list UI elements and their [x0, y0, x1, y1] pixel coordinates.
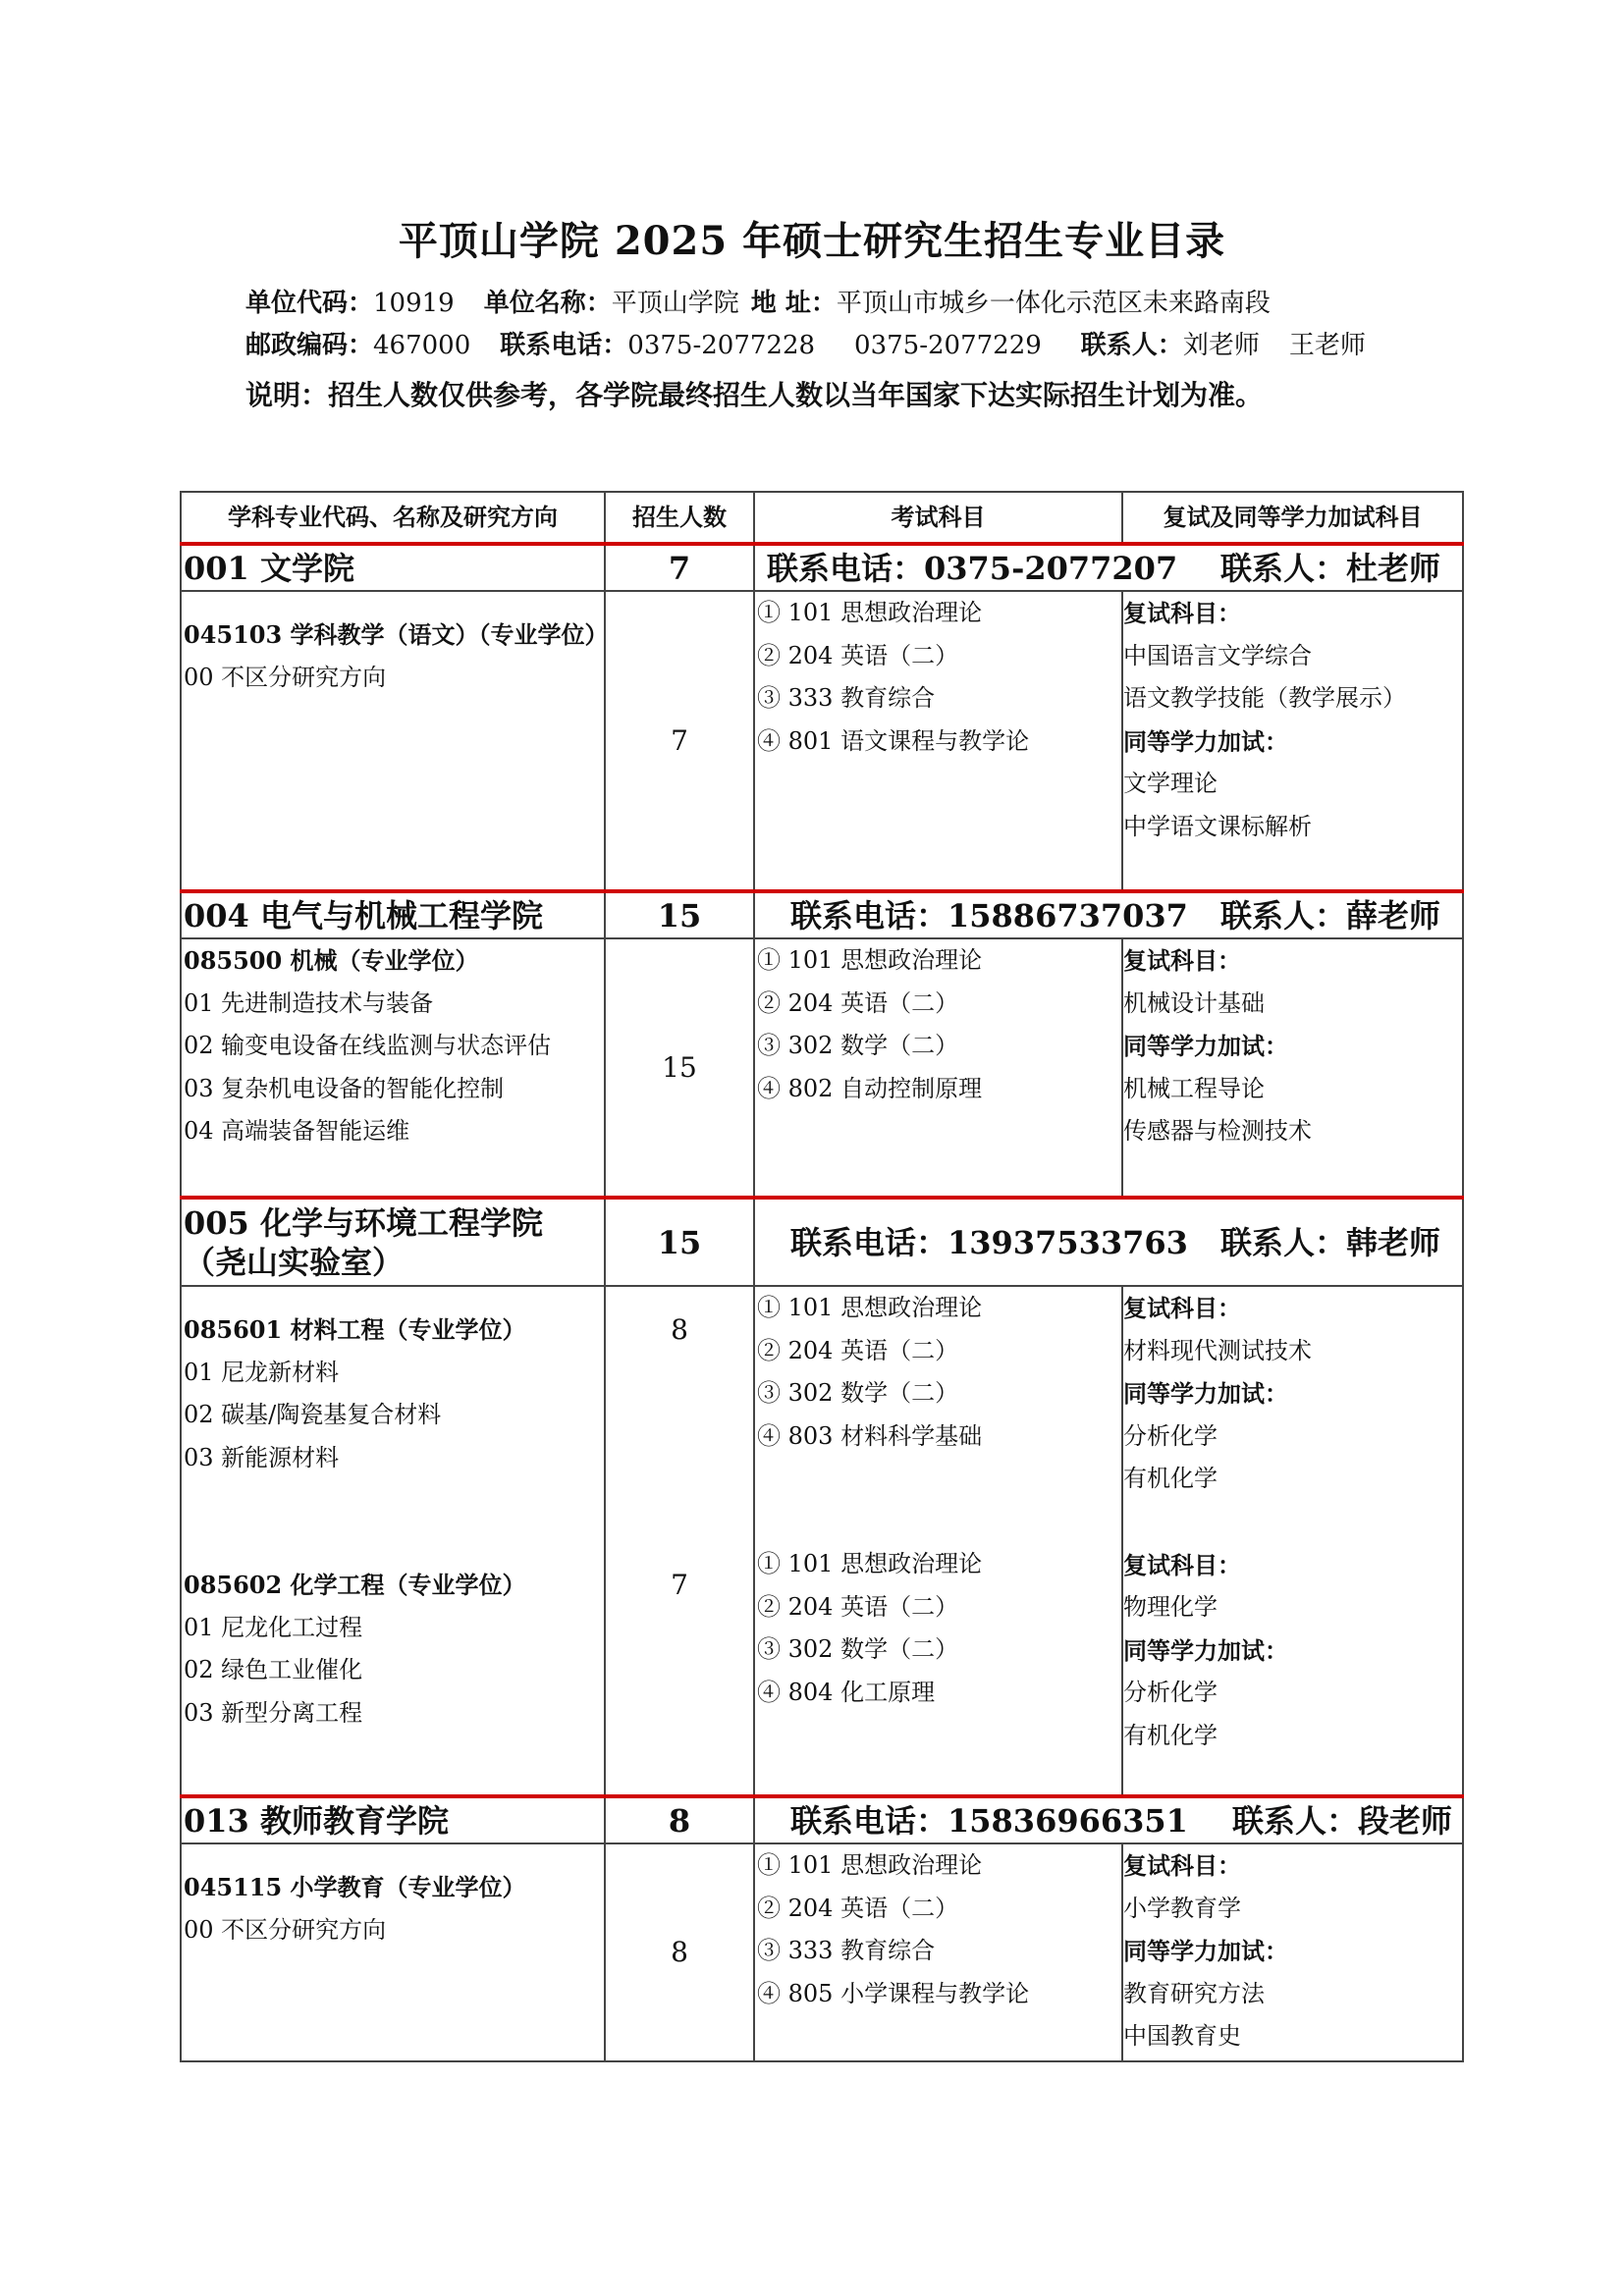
college-phone: 联系电话：13937533763 — [790, 1223, 1188, 1261]
extra-label: 同等学力加试： — [1123, 1937, 1288, 1965]
retest-subject: 材料现代测试技术 — [1123, 1336, 1312, 1364]
major-row — [181, 591, 1463, 891]
major-count-cell — [605, 1286, 754, 1796]
unit-code: 10919 — [373, 289, 455, 318]
exam-subject: ① 101 思想政治理论 — [757, 946, 983, 974]
extra-label: 同等学力加试： — [1123, 726, 1288, 756]
college-contact — [754, 1198, 1463, 1286]
extra-subject: 中学语文课标解析 — [1123, 812, 1312, 840]
unit-code-label: 单位代码： — [245, 289, 374, 318]
major-code-name: 045115 小学教育（专业学位） — [184, 1873, 526, 1901]
college-contact — [754, 544, 1463, 591]
college-phone: 联系电话：15886737037 — [790, 896, 1188, 934]
exam-subject: ④ 801 语文课程与教学论 — [757, 726, 1030, 755]
extra-subject: 机械工程导论 — [1123, 1074, 1265, 1102]
exam-subjects — [754, 938, 1122, 1198]
extra-subject: 文学理论 — [1123, 770, 1218, 797]
retest-subject: 小学教育学 — [1123, 1894, 1241, 1922]
exam-subjects — [754, 591, 1122, 891]
unit-name: 平顶山学院 — [611, 289, 739, 318]
header-count: 招生人数 — [605, 492, 754, 544]
exam-subject: ③ 302 数学（二） — [757, 1379, 959, 1407]
catalog-table — [180, 491, 1464, 2062]
retest-subject: 语文教学技能（教学展示） — [1123, 684, 1406, 712]
extra-label: 同等学力加试： — [1123, 1379, 1288, 1408]
unit-name-label: 单位名称： — [483, 289, 612, 318]
college-count: 7 — [605, 544, 754, 591]
direction: 03 新能源材料 — [184, 1443, 340, 1471]
address-label: 地 址： — [750, 289, 837, 318]
college-name: 004 电气与机械工程学院 — [181, 891, 605, 938]
college-count: 15 — [605, 891, 754, 938]
exam-subject: ③ 302 数学（二） — [757, 1635, 959, 1663]
direction: 00 不区分研究方向 — [184, 663, 387, 691]
direction: 01 尼龙化工过程 — [184, 1613, 363, 1641]
college-phone: 联系电话：15836966351 — [790, 1801, 1188, 1840]
extra-subject: 有机化学 — [1123, 1721, 1218, 1749]
unit-info-line — [245, 285, 1271, 322]
college-contact — [754, 891, 1463, 938]
major-row — [181, 1843, 1463, 2061]
major-code-name: 085601 材料工程（专业学位） — [184, 1315, 526, 1344]
exam-subject: ③ 333 教育综合 — [757, 684, 936, 712]
college-contact — [754, 1796, 1463, 1843]
exam-subject: ② 204 英语（二） — [757, 1336, 959, 1364]
extra-subject: 有机化学 — [1123, 1465, 1218, 1492]
retest-subjects — [1122, 591, 1463, 891]
contact-label: 联系人： — [1080, 331, 1183, 360]
extra-label: 同等学力加试： — [1123, 1635, 1288, 1665]
college-name: 001 文学院 — [181, 544, 605, 591]
exam-subjects — [754, 1843, 1122, 2061]
major-info — [181, 1843, 605, 2061]
direction: 01 先进制造技术与装备 — [184, 988, 434, 1017]
extra-label: 同等学力加试： — [1123, 1032, 1288, 1060]
extra-subject: 分析化学 — [1123, 1421, 1218, 1450]
extra-subject: 分析化学 — [1123, 1679, 1218, 1706]
retest-subjects — [1122, 1286, 1463, 1796]
postcode: 467000 — [373, 331, 471, 360]
extra-subject: 教育研究方法 — [1123, 1979, 1265, 2007]
college-row — [181, 544, 1463, 591]
postcode-label: 邮政编码： — [245, 331, 374, 360]
college-name-line: 005 化学与环境工程学院 — [184, 1203, 543, 1242]
major-count: 15 — [605, 938, 754, 1198]
major-count: 8 — [671, 1313, 688, 1346]
extra-subject: 传感器与检测技术 — [1123, 1117, 1312, 1145]
exam-subject: ① 101 思想政治理论 — [757, 1550, 983, 1577]
retest-label: 复试科目： — [1123, 1294, 1241, 1322]
major-count: 8 — [605, 1843, 754, 2061]
major-row — [181, 938, 1463, 1198]
college-name: 013 教师教育学院 — [181, 1796, 605, 1843]
college-contact-person: 联系人：薛老师 — [1219, 896, 1440, 934]
exam-subject: ④ 804 化工原理 — [757, 1678, 936, 1706]
note-text: 说明：招生人数仅供参考，各学院最终招生人数以当年国家下达实际招生计划为准。 — [245, 379, 1264, 411]
phone-label: 联系电话： — [500, 331, 628, 360]
retest-subjects — [1122, 1843, 1463, 2061]
exam-subject: ④ 805 小学课程与教学论 — [757, 1979, 1030, 2007]
direction: 03 新型分离工程 — [184, 1698, 363, 1727]
direction: 02 输变电设备在线监测与状态评估 — [184, 1032, 552, 1059]
direction: 04 高端装备智能运维 — [184, 1117, 410, 1145]
retest-subject: 物理化学 — [1123, 1593, 1218, 1621]
major-code-name: 085500 机械（专业学位） — [184, 946, 479, 975]
retest-label: 复试科目： — [1123, 1550, 1241, 1579]
college-count: 15 — [605, 1198, 754, 1286]
exam-subject: ② 204 英语（二） — [757, 1894, 959, 1922]
exam-subject: ① 101 思想政治理论 — [757, 1294, 983, 1321]
college-contact-person: 联系人：杜老师 — [1219, 549, 1440, 587]
direction: 01 尼龙新材料 — [184, 1358, 340, 1386]
retest-label: 复试科目： — [1123, 946, 1241, 975]
major-row — [181, 1286, 1463, 1796]
retest-label: 复试科目： — [1123, 599, 1241, 627]
retest-subject: 中国语言文学综合 — [1123, 641, 1312, 669]
exam-subject: ② 204 英语（二） — [757, 1592, 959, 1621]
direction: 02 绿色工业催化 — [184, 1656, 363, 1683]
extra-subject: 中国教育史 — [1123, 2022, 1241, 2050]
college-contact-person: 联系人：段老师 — [1231, 1801, 1452, 1840]
direction: 02 碳基/陶瓷基复合材料 — [184, 1401, 442, 1428]
exam-subject: ① 101 思想政治理论 — [757, 1851, 983, 1879]
college-contact-person: 联系人：韩老师 — [1219, 1223, 1440, 1261]
exam-subject: ② 204 英语（二） — [757, 988, 959, 1017]
exam-subject: ① 101 思想政治理论 — [757, 599, 983, 626]
direction: 03 复杂机电设备的智能化控制 — [184, 1074, 505, 1102]
header-retest: 复试及同等学力加试科目 — [1122, 492, 1463, 544]
retest-subject: 机械设计基础 — [1123, 988, 1265, 1017]
major-info — [181, 1286, 605, 1796]
exam-subject: ② 204 英语（二） — [757, 641, 959, 669]
direction: 00 不区分研究方向 — [184, 1915, 387, 1944]
contact-2: 王老师 — [1288, 331, 1366, 360]
header-major: 学科专业代码、名称及研究方向 — [181, 492, 605, 544]
exam-subject: ③ 333 教育综合 — [757, 1937, 936, 1964]
college-row — [181, 1198, 1463, 1286]
major-code-name: 085602 化学工程（专业学位） — [184, 1571, 526, 1599]
college-phone: 联系电话：0375-2077207 — [767, 549, 1178, 587]
phone-2: 0375-2077229 — [854, 331, 1042, 360]
page-title: 平顶山学院 2025 年硕士研究生招生专业目录 — [398, 218, 1226, 264]
major-info — [181, 591, 609, 891]
contact-1: 刘老师 — [1182, 331, 1260, 360]
college-name — [181, 1198, 605, 1286]
major-count: 7 — [671, 1568, 688, 1601]
college-row — [181, 1796, 1463, 1843]
header-exams: 考试科目 — [754, 492, 1122, 544]
college-row — [181, 891, 1463, 938]
address: 平顶山市城乡一体化示范区未来路南段 — [836, 289, 1271, 318]
major-code-name: 045103 学科教学（语文）（专业学位） — [184, 620, 609, 649]
college-name-line: （尧山实验室） — [184, 1243, 405, 1281]
retest-label: 复试科目： — [1123, 1851, 1241, 1880]
contact-info-line — [245, 327, 1366, 364]
college-count: 8 — [605, 1796, 754, 1843]
major-info — [181, 938, 605, 1198]
exam-subject: ③ 302 数学（二） — [757, 1032, 959, 1059]
exam-subjects — [754, 1286, 1122, 1796]
phone-1: 0375-2077228 — [627, 331, 816, 360]
major-count: 7 — [605, 591, 754, 891]
table-header-row — [181, 492, 1463, 544]
exam-subject: ④ 802 自动控制原理 — [757, 1074, 983, 1102]
exam-subject: ④ 803 材料科学基础 — [757, 1421, 983, 1450]
retest-subjects — [1122, 938, 1463, 1198]
